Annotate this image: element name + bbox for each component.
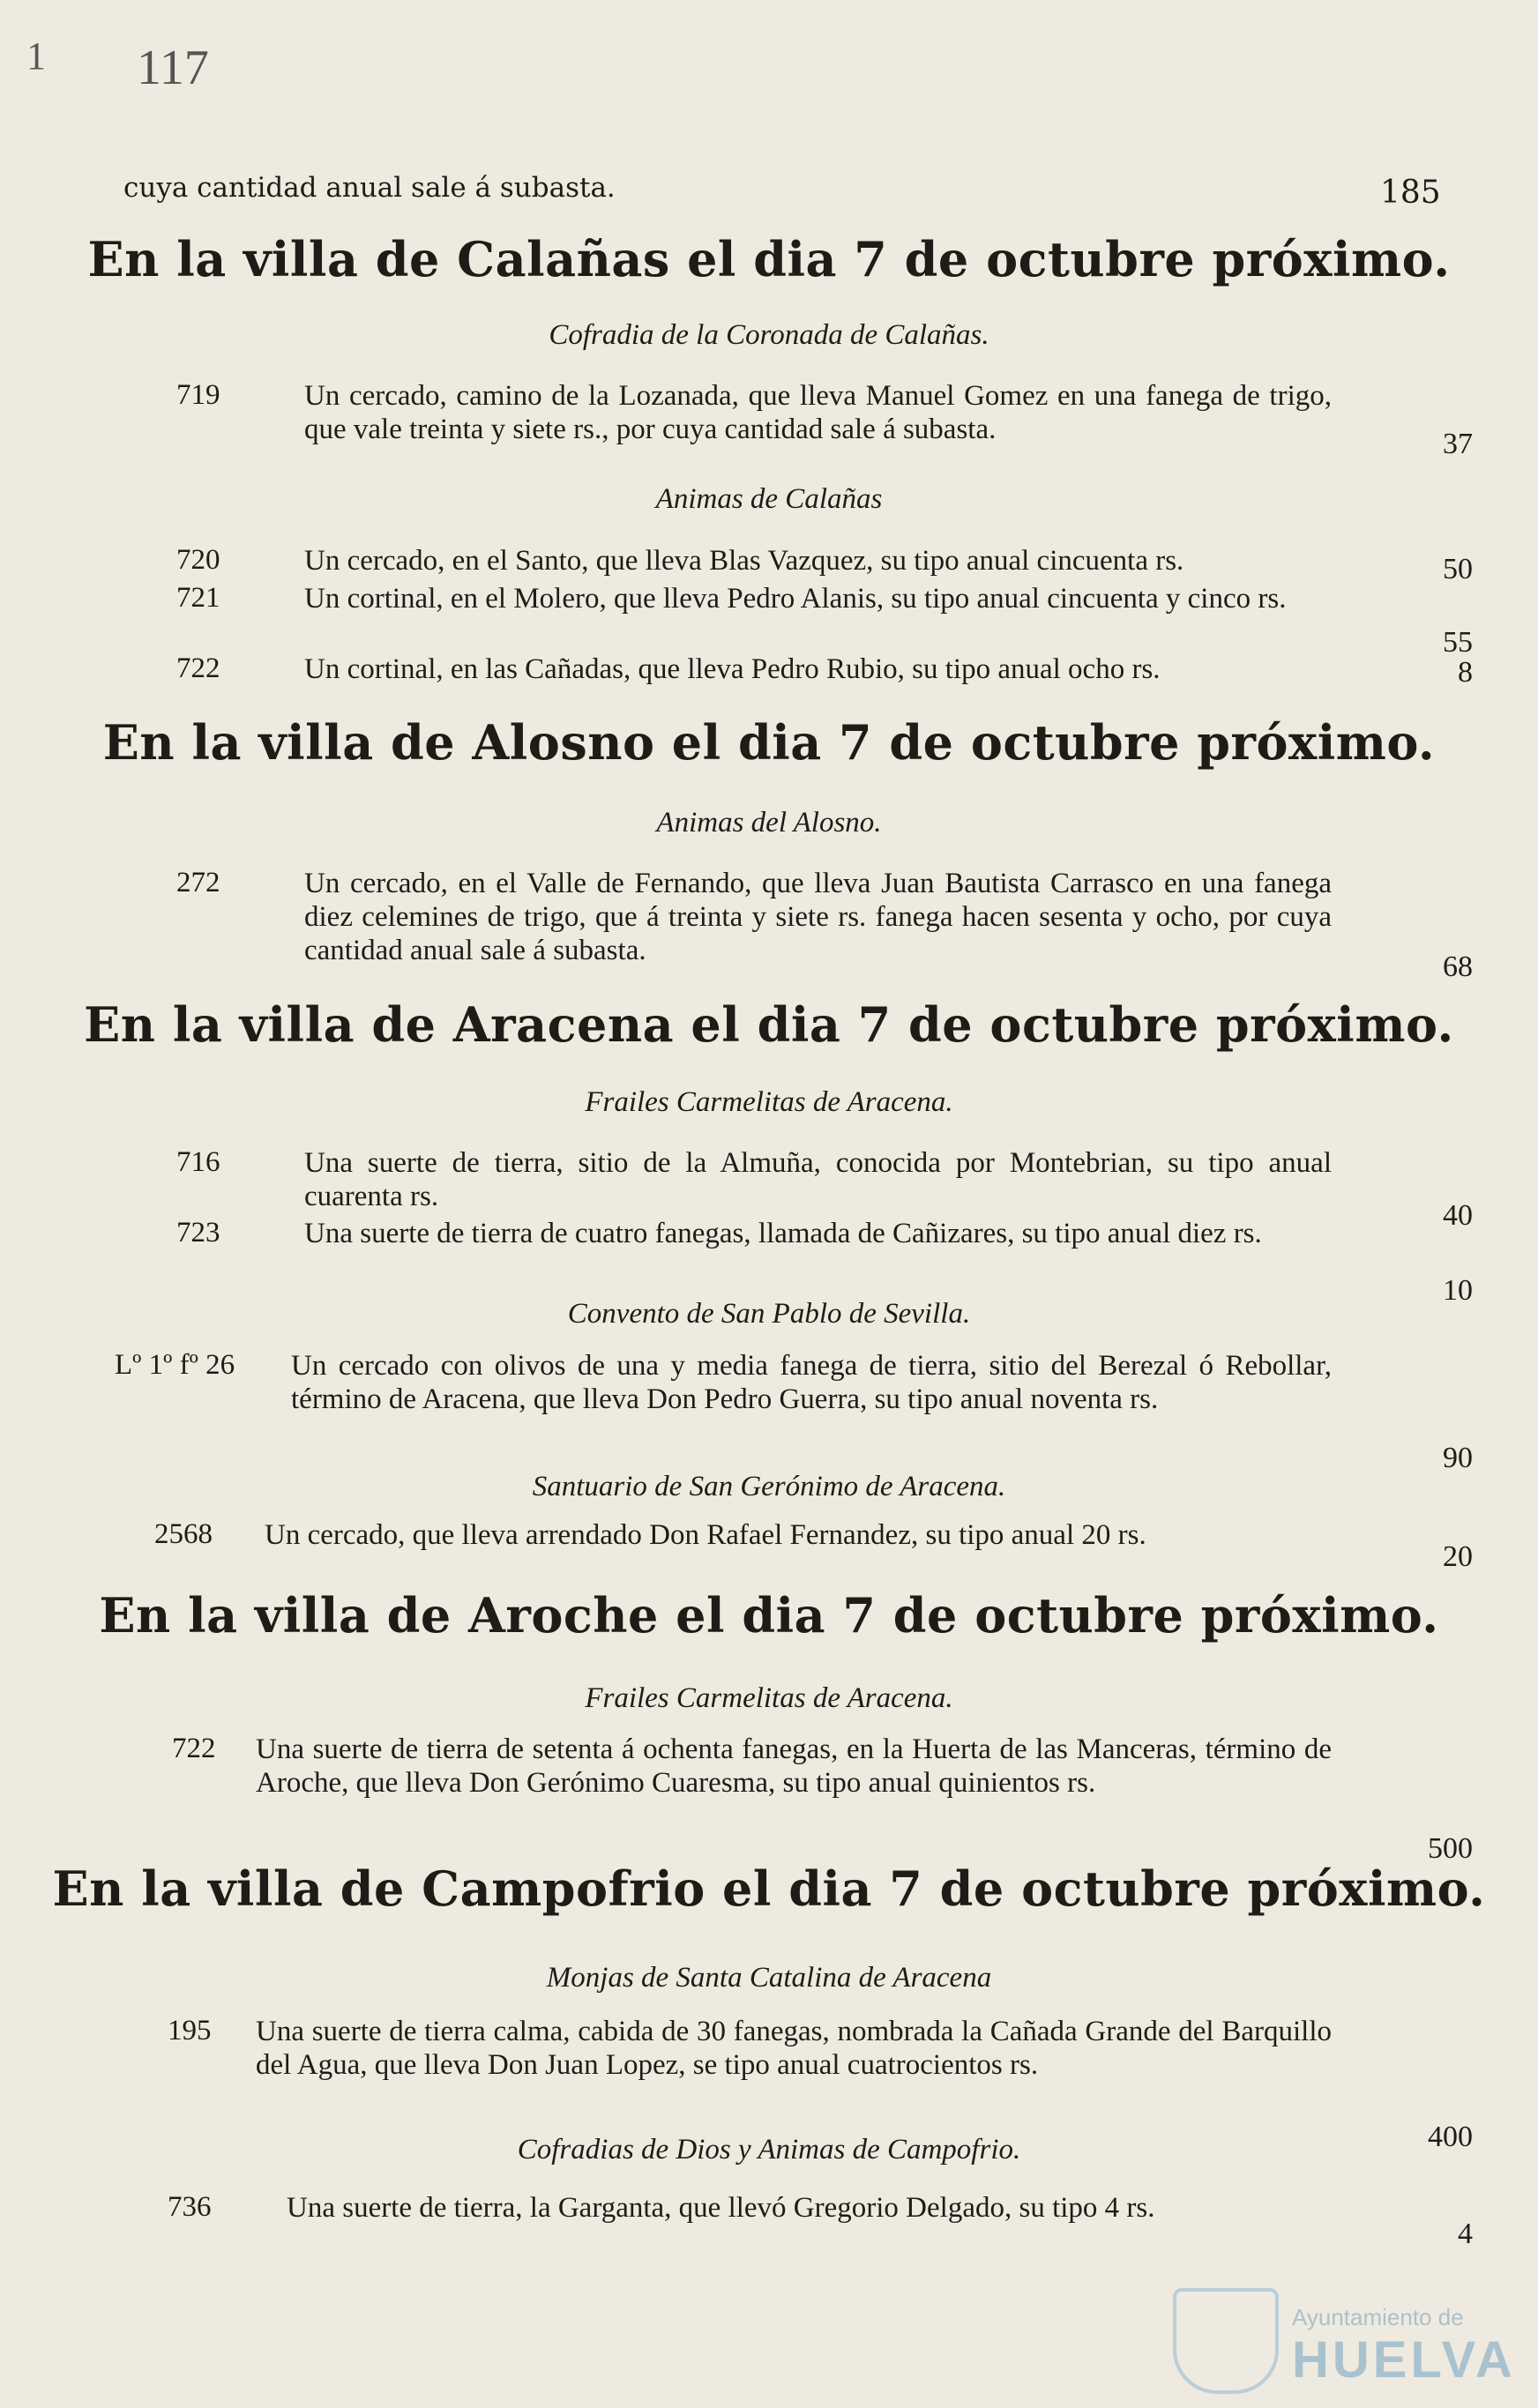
entry-amount: 20	[1443, 1540, 1473, 1573]
entry-text: Una suerte de tierra, la Garganta, que llevó Gregorio Delgado, su tipo 4 rs.	[287, 2192, 1155, 2224]
institution-heading: Frailes Carmelitas de Aracena.	[585, 1682, 953, 1714]
entry-number: 736	[168, 2191, 212, 2223]
entry-text: Una suerte de tierra, sitio de la Almuña, conocida por Montebrian, su tipo anual cuarenta rs.	[304, 1147, 1332, 1212]
entry-amount: 8	[1458, 656, 1473, 689]
margin-note: 1	[26, 34, 46, 78]
town-heading: En la villa de Aracena el dia 7 de octubre próximo.	[84, 996, 1454, 1053]
entry-number: 195	[168, 2015, 212, 2046]
entry-amount: 400	[1428, 2121, 1473, 2153]
entry-text: Un cercado, en el Valle de Fernando, que lleva Juan Bautista Carrasco en una fanega diez celemines de trigo, que á treinta y siete rs. fanega hacen sesenta y ocho, por cuya cantidad anual sale á subasta.	[304, 868, 1332, 966]
entry-number: 719	[176, 379, 220, 411]
entry-number: 721	[176, 582, 220, 614]
entry-amount: 10	[1443, 1274, 1473, 1307]
town-heading: En la villa de Calañas el dia 7 de octubre próximo.	[87, 231, 1451, 287]
entry-text: Un cortinal, en las Cañadas, que lleva Pedro Rubio, su tipo anual ocho rs.	[304, 653, 1161, 685]
town-heading: En la villa de Campofrio el dia 7 de octubre próximo.	[52, 1860, 1486, 1917]
entry-text: Un cercado, camino de la Lozanada, que lleva Manuel Gomez en una fanega de trigo, que vale treinta y siete rs., por cuya cantidad sale á subasta.	[304, 380, 1332, 445]
entry-number: 716	[176, 1146, 220, 1178]
entry-number: 722	[172, 1733, 216, 1764]
shield-icon	[1173, 2288, 1279, 2394]
institution-heading: Cofradia de la Coronada de Calañas.	[549, 319, 989, 351]
entry-text: Un cercado, en el Santo, que lleva Blas Vazquez, su tipo anual cincuenta rs.	[304, 545, 1184, 577]
entry-amount: 55	[1443, 626, 1473, 659]
entry-number: 272	[176, 867, 220, 898]
page-number: 185	[1380, 175, 1441, 211]
watermark-text: HUELVA	[1292, 2331, 1516, 2389]
entry-number: Lº 1º fº 26	[115, 1349, 235, 1381]
entry-text: Una suerte de tierra de setenta á ochenta fanegas, en la Huerta de las Manceras, término de Aroche, que lleva Don Gerónimo Cuaresma, su tipo anual quinientos rs.	[256, 1733, 1332, 1799]
watermark-logo	[1173, 2288, 1516, 2394]
entry-number: 723	[176, 1217, 220, 1249]
entry-text: Un cercado con olivos de una y media fanega de tierra, sitio del Berezal ó Rebollar, término de Aracena, que lleva Don Pedro Guerra, su tipo anual noventa rs.	[291, 1350, 1332, 1415]
institution-heading: Convento de San Pablo de Sevilla.	[567, 1298, 971, 1330]
entry-amount: 40	[1443, 1199, 1473, 1232]
entry-amount: 68	[1443, 951, 1473, 983]
town-heading: En la villa de Aroche el dia 7 de octubre próximo.	[99, 1587, 1439, 1644]
entry-number: 2568	[154, 1518, 213, 1550]
institution-heading: Cofradias de Dios y Animas de Campofrio.	[517, 2134, 1021, 2166]
institution-heading: Frailes Carmelitas de Aracena.	[585, 1086, 953, 1118]
entry-text: Una suerte de tierra de cuatro fanegas, llamada de Cañizares, su tipo anual diez rs.	[304, 1218, 1262, 1249]
institution-heading: Monjas de Santa Catalina de Aracena	[546, 1962, 992, 1994]
institution-heading: Santuario de San Gerónimo de Aracena.	[532, 1471, 1006, 1502]
entry-amount: 50	[1443, 553, 1473, 585]
institution-heading: Animas de Calañas	[655, 483, 883, 515]
entry-amount: 500	[1428, 1832, 1473, 1865]
running-head-left: cuya cantidad anual sale á subasta.	[123, 172, 616, 204]
entry-amount: 90	[1443, 1442, 1473, 1474]
watermark-text: Ayuntamiento de	[1292, 2304, 1464, 2330]
entry-text: Un cercado, que lleva arrendado Don Rafael Fernandez, su tipo anual 20 rs.	[265, 1519, 1146, 1551]
entry-text: Una suerte de tierra calma, cabida de 30 fanegas, nombrada la Cañada Grande del Barquillo del Agua, que lleva Don Juan Lopez, se tipo anual cuatrocientos rs.	[256, 2016, 1332, 2081]
margin-note: 117	[137, 41, 209, 95]
entry-amount: 37	[1443, 428, 1473, 460]
institution-heading: Animas del Alosno.	[656, 807, 882, 839]
entry-amount: 4	[1458, 2218, 1473, 2250]
entry-number: 722	[176, 652, 220, 684]
entry-text: Un cortinal, en el Molero, que lleva Pedro Alanis, su tipo anual cincuenta y cinco rs.	[304, 583, 1287, 615]
entry-number: 720	[176, 544, 220, 576]
town-heading: En la villa de Alosno el dia 7 de octubre próximo.	[102, 714, 1436, 771]
